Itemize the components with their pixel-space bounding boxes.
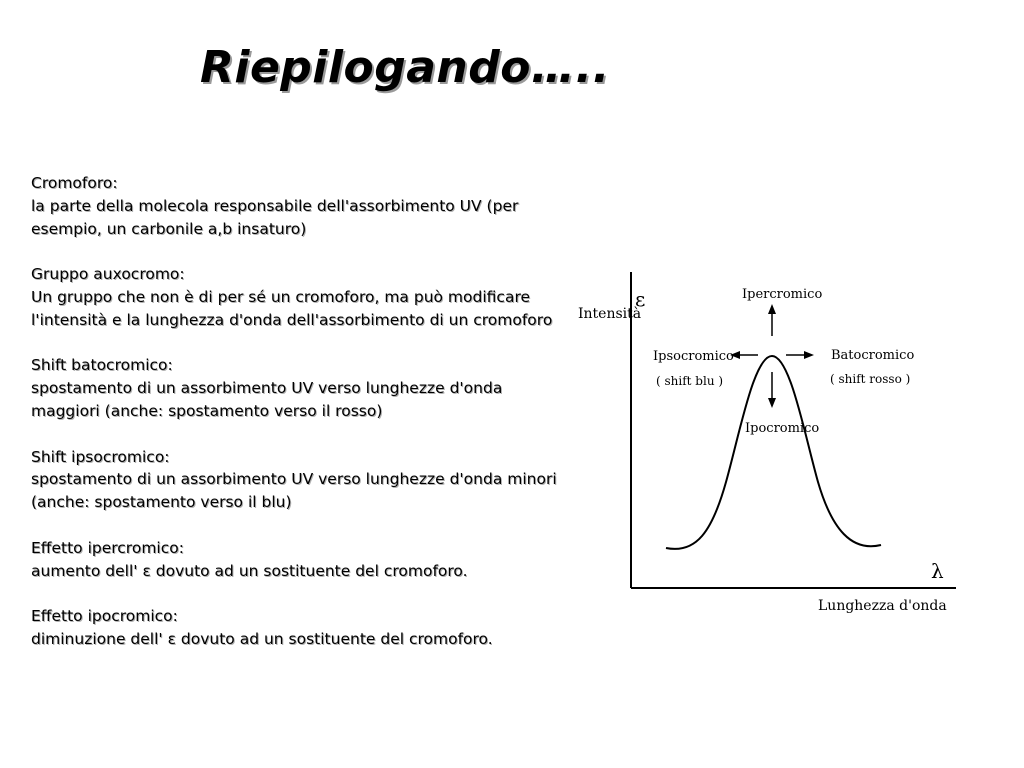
y-axis-label: Intensità <box>578 306 642 322</box>
definition-batocromico <box>31 354 571 422</box>
definition-term: Effetto ipercromico: <box>31 538 184 557</box>
bathochromic-arrow <box>786 351 814 359</box>
definitions-list <box>31 172 571 674</box>
x-axis-label: Lunghezza d'onda <box>818 598 947 614</box>
definition-text: spostamento di un assorbimento UV verso lunghezze d'onda minori (anche: spostamento verso il blu) <box>31 470 557 512</box>
definition-term: Cromoforo: <box>31 174 118 192</box>
definition-text: diminuzione dell' ε dovuto ad un sostituente del cromoforo. <box>31 629 493 648</box>
definition-ipercromico <box>31 537 571 583</box>
hypochromic-arrow <box>768 372 776 408</box>
hyperchromic-arrow <box>768 304 776 336</box>
hypochromic-label: Ipocromico <box>745 421 820 436</box>
definition-term: Shift ipsocromico: <box>31 447 170 466</box>
definition-ipsocromico <box>31 446 571 514</box>
y-axis-symbol: ε <box>635 287 646 311</box>
hyperchromic-label: Ipercromico <box>742 287 823 302</box>
diagram-svg <box>570 262 970 622</box>
definition-text: aumento dell' ε dovuto ad un sostituente del cromoforo. <box>31 561 468 580</box>
definition-ipocromico <box>31 605 571 651</box>
hypsochromic-label: Ipsocromico <box>653 349 734 364</box>
bathochromic-sublabel: ( shift rosso ) <box>830 372 911 386</box>
definition-term: Shift batocromico: <box>31 356 173 375</box>
absorption-band-diagram <box>570 262 970 622</box>
definition-term: Gruppo auxocromo: <box>31 265 185 284</box>
definition-auxocromo <box>31 263 571 331</box>
definition-term: Effetto ipocromico: <box>31 607 178 626</box>
hypsochromic-arrow <box>730 351 758 359</box>
definition-text: la parte della molecola responsabile dell'assorbimento UV (per esempio, un carbonile a,b insaturo) <box>31 196 519 238</box>
definition-text: Un gruppo che non è di per sé un cromoforo, ma può modificare l'intensità e la lunghezza d'onda dell'assorbimento di un cromoforo <box>31 287 553 329</box>
x-axis-symbol: λ <box>931 559 944 583</box>
definition-text: spostamento di un assorbimento UV verso lunghezze d'onda maggiori (anche: spostamento verso il rosso) <box>31 379 503 420</box>
slide-title: Riepilogando….. <box>200 42 610 93</box>
bathochromic-label: Batocromico <box>831 348 915 363</box>
hypsochromic-sublabel: ( shift blu ) <box>656 374 724 388</box>
definition-cromoforo <box>31 172 571 240</box>
